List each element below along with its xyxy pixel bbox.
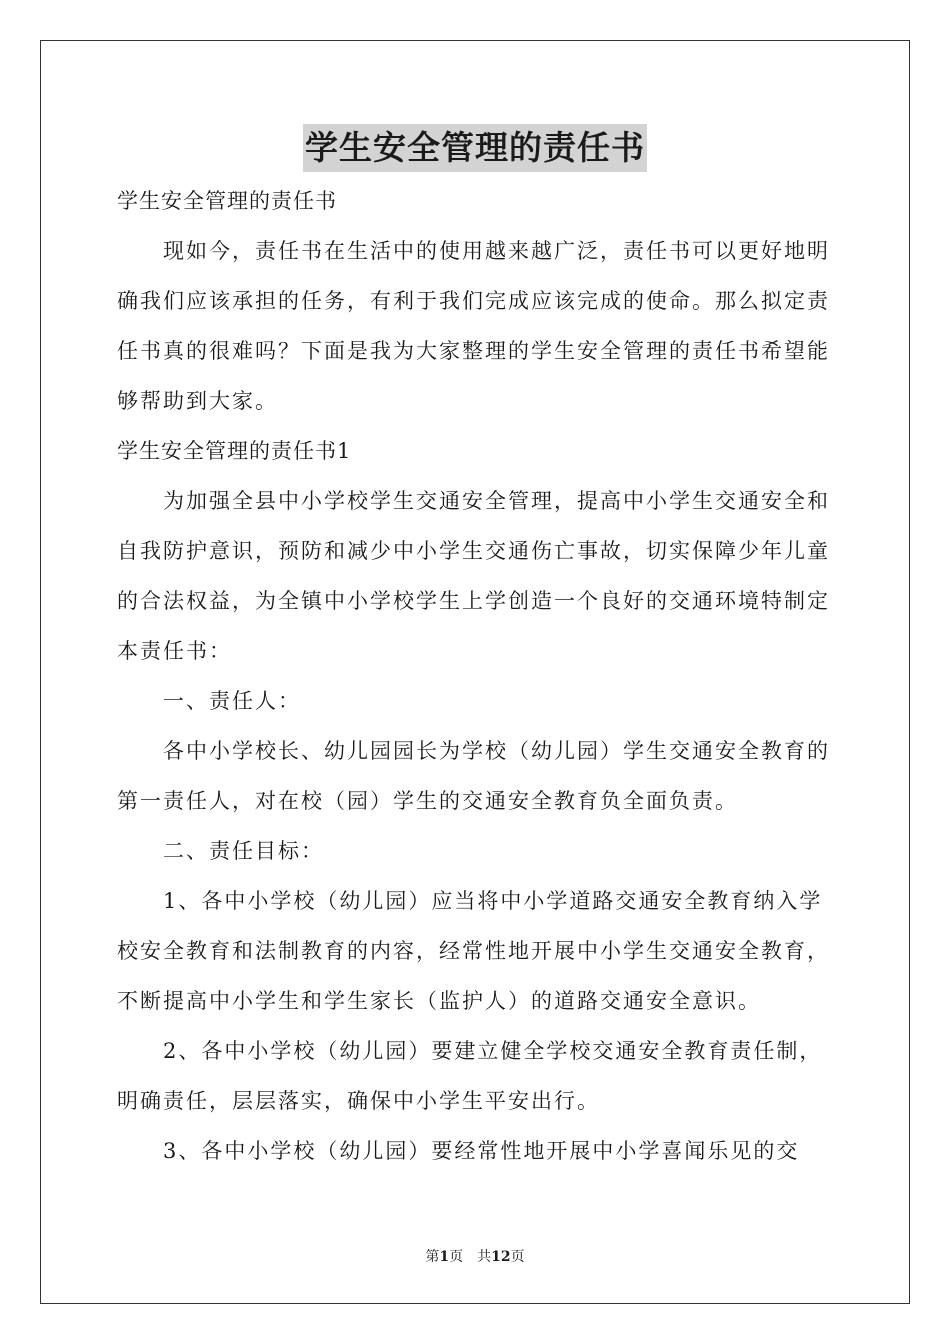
- footer-middle: 页 共: [449, 1249, 492, 1265]
- clause-heading-responsible: 一、责任人：: [163, 689, 301, 713]
- intro-paragraph: 现如今，责任书在生活中的使用越来越广泛，责任书可以更好地明确我们应该承担的任务，有利于我们完成应该完成的使命。那么拟定责任书真的很难吗？下面是我为大家整理的学生安全管理的责任书希望能够帮助到大家。: [117, 239, 830, 413]
- body-paragraph: 2、各中小学校（幼儿园）要建立健全学校交通安全教育责任制，明确责任，层层落实，确保中小学生平安出行。: [117, 1039, 823, 1113]
- document-subtitle: 学生安全管理的责任书: [117, 189, 337, 213]
- footer-suffix: 页: [510, 1249, 525, 1265]
- body-paragraph: 1、各中小学校（幼儿园）应当将中小学道路交通安全教育纳入学校安全教育和法制教育的内容，经常性地开展中小学生交通安全教育，不断提高中小学生和学生家长（监护人）的道路交通安全意识。: [117, 889, 830, 1013]
- body-paragraph: 各中小学校长、幼儿园园长为学校（幼儿园）学生交通安全教育的第一责任人，对在校（园）学生的交通安全教育负全面负责。: [117, 739, 830, 813]
- body-paragraph: 3、各中小学校（幼儿园）要经常性地开展中小学喜闻乐见的交: [163, 1139, 800, 1163]
- page-footer: [0, 1246, 950, 1266]
- document-title: 学生安全管理的责任书: [303, 124, 647, 172]
- total-pages-number: 12: [491, 1249, 511, 1265]
- current-page-number: 1: [439, 1249, 450, 1265]
- section-heading: 学生安全管理的责任书1: [117, 439, 352, 463]
- footer-prefix: 第: [425, 1249, 440, 1265]
- clause-heading-goals: 二、责任目标：: [163, 839, 324, 863]
- document-body: [117, 176, 839, 1176]
- title-container: [0, 124, 950, 172]
- body-paragraph: 为加强全县中小学校学生交通安全管理，提高中小学生交通安全和自我防护意识，预防和减少中小学生交通伤亡事故，切实保障少年儿童的合法权益，为全镇中小学校学生上学创造一个良好的交通环境特制定本责任书：: [117, 489, 830, 663]
